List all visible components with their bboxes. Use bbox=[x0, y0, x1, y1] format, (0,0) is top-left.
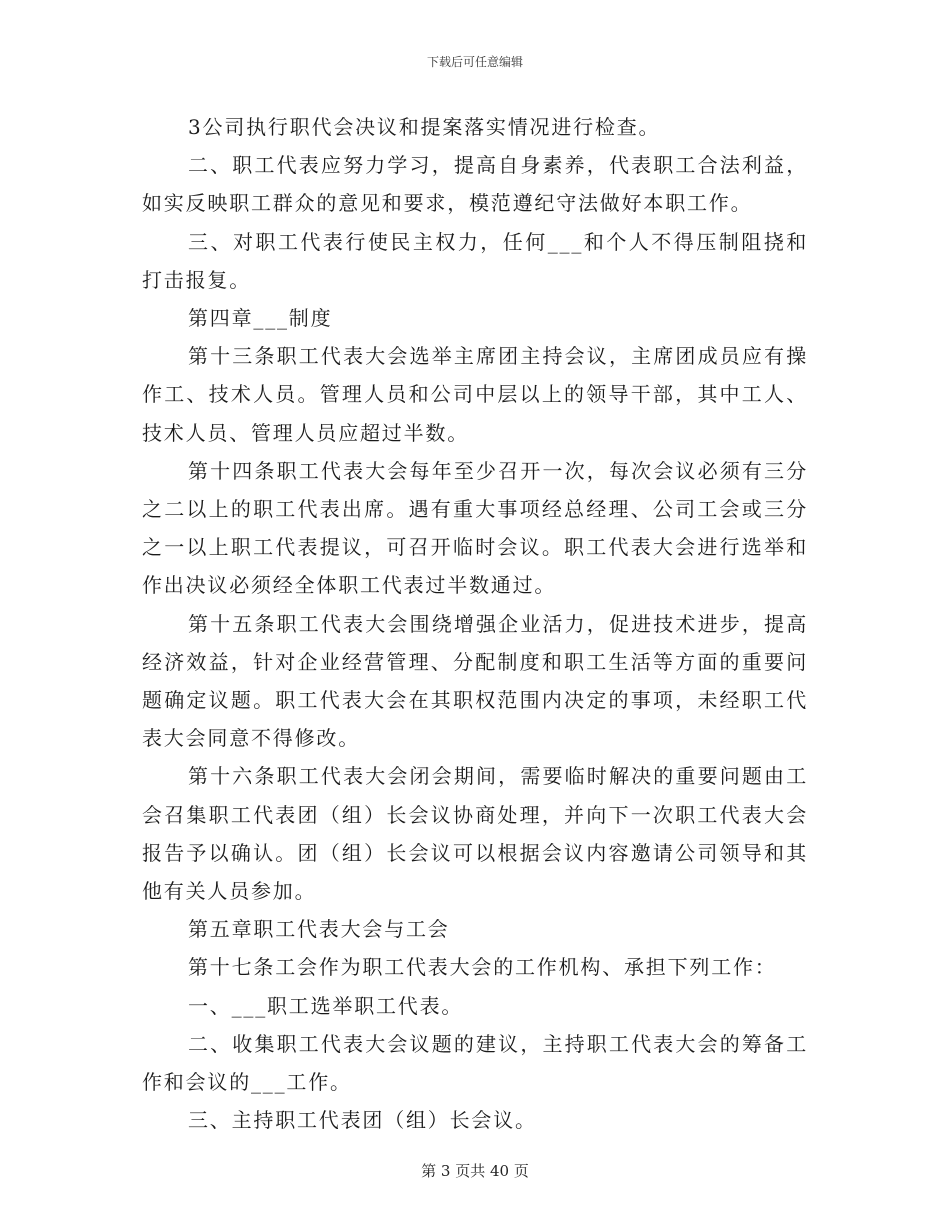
paragraph: 第十三条职工代表大会选举主席团主持会议，主席团成员应有操作工、技术人员。管理人员和公司中层以上的领导干部，其中工人、技术人员、管理人员应超过半数。 bbox=[142, 344, 808, 445]
paragraph: 三、主持职工代表团（组）长会议。 bbox=[188, 1108, 537, 1133]
header-note: 下载后可任意编辑 bbox=[426, 55, 523, 69]
paragraph: 第十七条工会作为职工代表大会的工作机构、承担下列工作： bbox=[188, 955, 777, 980]
page-number: 第 3 页共 40 页 bbox=[421, 1162, 529, 1180]
paragraph: 第十六条职工代表大会闭会期间，需要临时解决的重要问题由工会召集职工代表团（组）长会议协商处理，并向下一次职工代表大会报告予以确认。团（组）长会议可以根据会议内容邀请公司领导和其他有关人员参加。 bbox=[142, 764, 808, 904]
paragraph: 一、___职工选举职工代表。 bbox=[188, 993, 464, 1018]
chapter-heading: 第四章___制度 bbox=[188, 306, 333, 331]
paragraph: 二、收集职工代表大会议题的建议，主持职工代表大会的筹备工作和会议的___工作。 bbox=[142, 1031, 808, 1095]
paragraph: 二、职工代表应努力学习，提高自身素养，代表职工合法利益，如实反映职工群众的意见和要求，模范遵纪守法做好本职工作。 bbox=[142, 153, 808, 216]
document-body bbox=[142, 108, 808, 1139]
chapter-heading: 第五章职工代表大会与工会 bbox=[188, 917, 450, 942]
paragraph: 第十四条职工代表大会每年至少召开一次，每次会议必须有三分之二以上的职工代表出席。遇有重大事项经总经理、公司工会或三分之一以上职工代表提议，可召开临时会议。职工代表大会进行选举和作出决议必须经全体职工代表过半数通过。 bbox=[142, 458, 808, 598]
paragraph: 三、对职工代表行使民主权力，任何___和个人不得压制阻挠和打击报复。 bbox=[142, 229, 808, 292]
paragraph: 3公司执行职代会决议和提案落实情况进行检查。 bbox=[188, 115, 661, 139]
paragraph: 第十五条职工代表大会围绕增强企业活力，促进技术进步，提高经济效益，针对企业经营管理、分配制度和职工生活等方面的重要问题确定议题。职工代表大会在其职权范围内决定的事项，未经职工代表大会同意不得修改。 bbox=[142, 611, 808, 751]
